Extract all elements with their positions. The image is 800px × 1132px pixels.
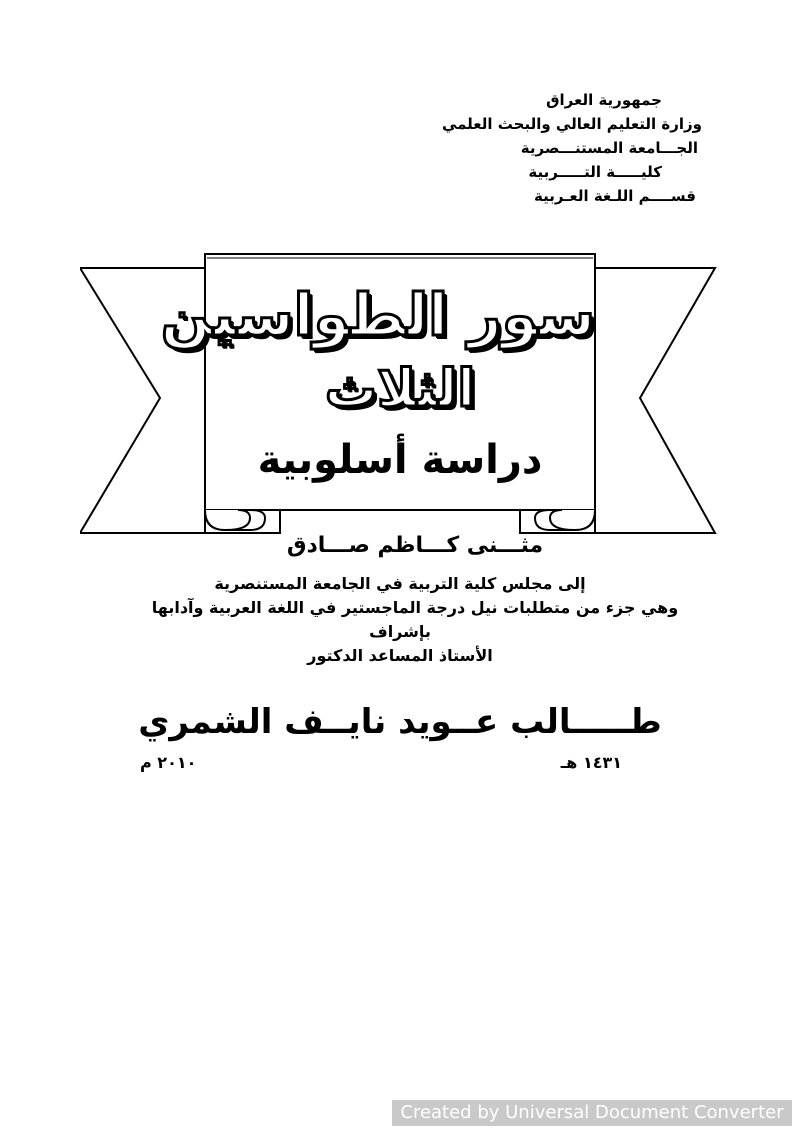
ribbon-right-tail xyxy=(595,268,715,533)
supervision-label: بإشراف xyxy=(369,622,431,641)
converter-watermark: Created by Universal Document Converter xyxy=(392,1100,792,1126)
submission-statement xyxy=(0,572,800,668)
supervisor-rank: الأستاذ المساعد الدكتور xyxy=(307,646,493,665)
header-department: قســــم اللـغة العـربية xyxy=(534,187,696,205)
supervisor-name: طـــــالب عــويد نايــف الشمري xyxy=(138,702,662,742)
scroll-curl-right xyxy=(550,510,595,530)
submission-line: وهي جزء من متطلبات نيل درجة الماجستير في اللغة العربية وآدابها xyxy=(151,598,679,617)
institution-header xyxy=(382,88,702,208)
thesis-study-type: دراسة أسلوبية xyxy=(257,437,543,483)
date-hijri: ١٤٣١ هـ xyxy=(560,753,622,772)
title-area xyxy=(160,262,595,512)
scroll-curl-left xyxy=(205,510,250,530)
header-college: كليـــــة التـــــربية xyxy=(528,163,662,181)
header-university: الجـــامعة المستنـــصرية xyxy=(520,139,698,157)
thesis-title: سور الطواسين xyxy=(160,281,595,349)
submission-line: إلى مجلس كلية التربية في الجامعة المستنصرية xyxy=(214,574,586,593)
header-ministry: وزارة التعليم العالي والبحث العلمي xyxy=(441,115,702,133)
thesis-subtitle: الثلاث xyxy=(324,359,476,419)
author-name: مثـــنى كـــاظم صـــادق xyxy=(286,533,544,558)
date-gregorian: ٢٠١٠ م xyxy=(140,753,197,772)
header-country: جمهورية العراق xyxy=(546,91,662,109)
